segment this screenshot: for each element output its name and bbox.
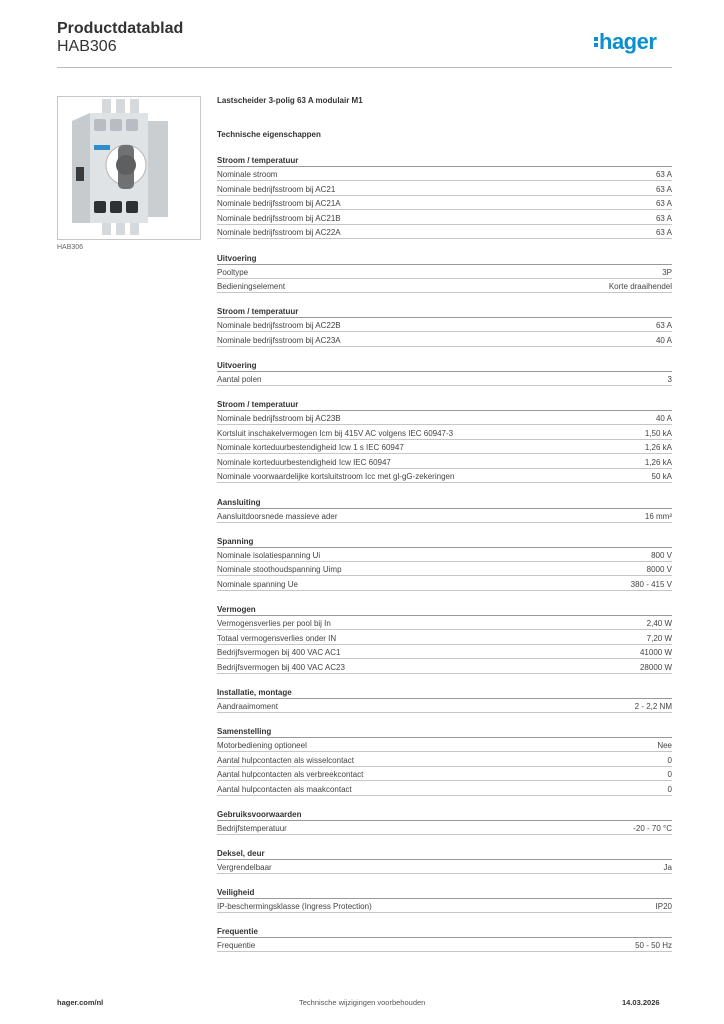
spec-row	[217, 372, 672, 386]
spec-label: Vermogensverlies per pool bij In	[217, 618, 331, 628]
spec-label: IP-beschermingsklasse (Ingress Protection)	[217, 902, 372, 911]
spec-row	[217, 265, 672, 279]
spec-label: Nominale bedrijfsstroom bij AC21A	[217, 199, 341, 209]
hager-logo	[594, 28, 656, 55]
section-title: Spanning	[217, 536, 672, 548]
spec-label: Nominale bedrijfsstroom bij AC22B	[217, 321, 341, 331]
spec-value: 63 A	[655, 184, 672, 194]
logo-text: hager	[599, 29, 657, 55]
spec-label: Nominale stroom	[217, 170, 278, 179]
section-title: Aansluiting	[217, 497, 672, 509]
spec-value: 1,26 kA	[644, 457, 672, 467]
spec-row	[217, 440, 672, 454]
spec-value: 41000 W	[639, 648, 672, 658]
spec-value: 63 A	[655, 213, 672, 223]
spec-row	[217, 562, 672, 576]
spec-row	[217, 333, 672, 347]
spec-row	[217, 548, 672, 562]
spec-value: 50 - 50 Hz	[635, 941, 672, 951]
spec-label: Kortsluit inschakelvermogen Icm bij 415V AC volgens IEC 60947-3	[217, 428, 454, 438]
spec-value: 40 A	[655, 414, 672, 423]
footer-website[interactable]: hager.com/nl	[57, 998, 104, 1007]
spec-value: 1,50 kA	[644, 428, 672, 438]
spec-row	[217, 411, 672, 425]
spec-value: 50 kA	[651, 472, 672, 482]
spec-value: 63 A	[655, 228, 672, 238]
spec-label: Aansluitdoorsnede massieve ader	[217, 511, 338, 521]
spec-value: 800 V	[651, 550, 672, 560]
spec-value: 63 A	[655, 199, 672, 209]
spec-row	[217, 782, 672, 796]
spec-value: 0	[667, 770, 672, 780]
spec-row	[217, 860, 672, 874]
product-description: Lastscheider 3-polig 63 A modulair M1	[217, 96, 363, 105]
spec-value: 2 - 2,2 NM	[634, 701, 672, 711]
doc-title: Productdatablad	[57, 20, 184, 37]
spec-label: Nominale spanning Ue	[217, 579, 298, 589]
spec-row	[217, 767, 672, 781]
section-title: Stroom / temperatuur	[217, 155, 672, 167]
spec-row	[217, 577, 672, 591]
spec-row	[217, 660, 672, 674]
spec-label: Aantal hulpcontacten als verbreekcontact	[217, 770, 364, 780]
spec-value: 0	[667, 784, 672, 794]
section-title: Uitvoering	[217, 360, 672, 372]
product-code: HAB306	[57, 38, 117, 55]
spec-row	[217, 279, 672, 293]
spec-label: Frequentie	[217, 941, 256, 951]
section-title: Vermogen	[217, 604, 672, 616]
spec-row	[217, 455, 672, 469]
spec-value: 28000 W	[639, 662, 672, 672]
spec-value: 3P	[662, 267, 672, 277]
spec-label: Motorbediening optioneel	[217, 740, 307, 750]
spec-label: Aantal polen	[217, 374, 262, 384]
spec-row	[217, 616, 672, 630]
section-title: Gebruiksvoorwaarden	[217, 809, 672, 821]
spec-value: 63 A	[655, 170, 672, 179]
spec-row	[217, 318, 672, 332]
spec-value: Nee	[657, 740, 672, 750]
spec-value: 8000 V	[646, 565, 672, 575]
spec-label: Nominale bedrijfsstroom bij AC23B	[217, 414, 341, 423]
spec-label: Bedrijfsvermogen bij 400 VAC AC1	[217, 648, 341, 658]
spec-row	[217, 182, 672, 196]
header-divider	[57, 67, 672, 68]
spec-value: -20 - 70 °C	[633, 823, 672, 833]
spec-label: Aandraaimoment	[217, 701, 278, 711]
spec-label: Totaal vermogensverlies onder IN	[217, 633, 337, 643]
spec-label: Nominale bedrijfsstroom bij AC23A	[217, 335, 341, 345]
spec-value: 7,20 W	[646, 633, 672, 643]
spec-row	[217, 631, 672, 645]
spec-value: 0	[667, 755, 672, 765]
spec-label: Bedrijfsvermogen bij 400 VAC AC23	[217, 662, 345, 672]
spec-row	[217, 699, 672, 713]
section-title: Deksel, deur	[217, 848, 672, 860]
footer-disclaimer: Technische wijzigingen voorbehouden	[299, 998, 426, 1007]
section-title: Uitvoering	[217, 253, 672, 265]
spec-row	[217, 753, 672, 767]
image-caption: HAB306	[57, 244, 84, 251]
product-image	[57, 96, 201, 240]
spec-value: 1,26 kA	[644, 443, 672, 453]
spec-value: 380 - 415 V	[630, 579, 672, 589]
spec-label: Nominale isolatiespanning Ui	[217, 550, 321, 560]
spec-row	[217, 469, 672, 483]
logo-dots-icon	[594, 35, 598, 49]
spec-row	[217, 426, 672, 440]
spec-label: Vergrendelbaar	[217, 862, 272, 872]
spec-value: 16 mm²	[644, 511, 672, 521]
spec-label: Nominale bedrijfsstroom bij AC21B	[217, 213, 341, 223]
spec-label: Bedrijfstemperatuur	[217, 823, 287, 833]
spec-value: 3	[667, 374, 672, 384]
spec-label: Nominale bedrijfsstroom bij AC22A	[217, 228, 341, 238]
spec-heading: Technische eigenschappen	[217, 130, 321, 139]
spec-value: 63 A	[655, 321, 672, 331]
spec-row	[217, 509, 672, 523]
spec-row	[217, 938, 672, 952]
section-title: Frequentie	[217, 926, 672, 938]
spec-value: 40 A	[655, 335, 672, 345]
spec-row	[217, 211, 672, 225]
spec-value: IP20	[655, 902, 672, 911]
spec-label: Nominale voorwaardelijke kortsluitstroom Icc met gl-gG-zekeringen	[217, 472, 455, 482]
spec-value: Korte draaihendel	[608, 282, 672, 292]
spec-label: Nominale korteduurbestendigheid Icw IEC 60947	[217, 457, 391, 467]
spec-row	[217, 899, 672, 913]
spec-row	[217, 645, 672, 659]
spec-label: Aantal hulpcontacten als wisselcontact	[217, 755, 354, 765]
section-title: Veiligheid	[217, 887, 672, 899]
spec-row	[217, 225, 672, 239]
section-title: Stroom / temperatuur	[217, 306, 672, 318]
spec-row	[217, 167, 672, 181]
spec-row	[217, 196, 672, 210]
spec-row	[217, 821, 672, 835]
section-title: Samenstelling	[217, 726, 672, 738]
spec-label: Nominale stoothoudspanning Uimp	[217, 565, 342, 575]
spec-value: Ja	[663, 862, 672, 872]
spec-label: Bedieningselement	[217, 282, 286, 292]
spec-row	[217, 738, 672, 752]
section-title: Stroom / temperatuur	[217, 399, 672, 411]
spec-label: Nominale korteduurbestendigheid Icw 1 s IEC 60947	[217, 443, 404, 453]
footer-date: 14.03.2026	[622, 998, 660, 1007]
spec-label: Aantal hulpcontacten als maakcontact	[217, 784, 352, 794]
spec-value: 2,40 W	[646, 618, 672, 628]
spec-label: Pooltype	[217, 267, 249, 277]
spec-label: Nominale bedrijfsstroom bij AC21	[217, 184, 336, 194]
section-title: Installatie, montage	[217, 687, 672, 699]
